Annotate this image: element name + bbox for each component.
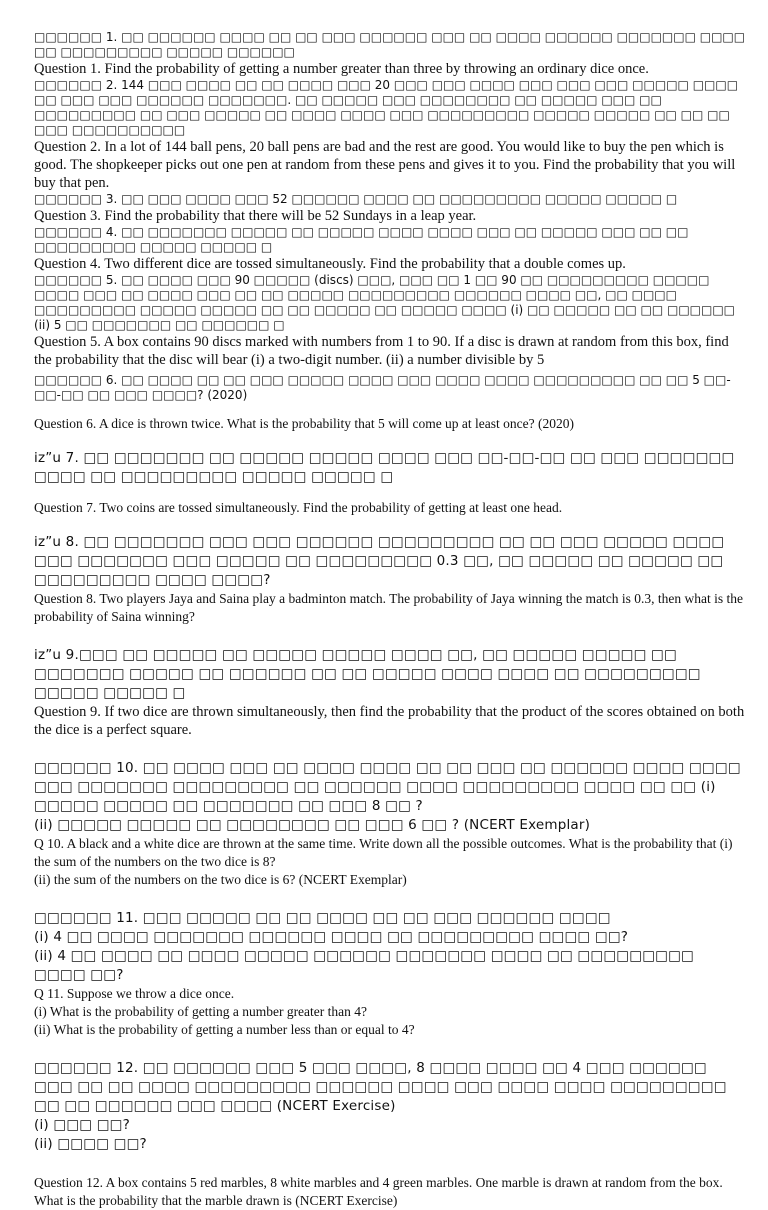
question-8-english: Question 8. Two players Jaya and Saina play a badminton match. The probability of Jaya winning the match is 0.3, then what is the probability of Saina winning? xyxy=(34,591,744,624)
question-8-hindi: iz”u 8. □□ □□□□□□□ □□□ □□□ □□□□□□ □□□□□□□□□ □□ □□ □□□ □□□□□ □□□□ □□□ □□□□□□□ □□□ □□□□□ □□ □□□□□□□□□ 0.3 □□, □□ □□□□□ □□ □□□□□ □□ □□□□□□□□□ □□□□ □□□□? xyxy=(34,534,725,588)
question-11 xyxy=(34,909,746,1039)
question-5-english: Question 5. A box contains 90 discs marked with numbers from 1 to 90. If a disc is drawn at random from this box, find the probability that the disc will bear (i) a two-digit number. (ii) a number divisible by 5 xyxy=(34,334,729,368)
question-11-hindi-line-2: (i) 4 □□ □□□□ □□□□□□□ □□□□□□ □□□□ □□ □□□□□□□□□ □□□□ □□? xyxy=(34,929,629,945)
question-9-hindi: iz”u 9.□□□ □□ □□□□□ □□ □□□□□ □□□□□ □□□□ □□, □□ □□□□□ □□□□□ □□ □□□□□□□ □□□□□ □□ □□□□□□ □□ □□ □□□□□ □□□□ □□□□ □□ □□□□□□□□□ □□□□□ □□□□□ □ xyxy=(34,647,701,701)
question-1-hindi: □□□□□□ 1. □□ □□□□□□ □□□□ □□ □□ □□□ □□□□□□ □□□ □□ □□□□ □□□□□□ □□□□□□□ □□□□ □□ □□□□□□□□□ □□□□□ □□□□□□ xyxy=(34,30,746,59)
question-6-hindi: □□□□□□ 6. □□ □□□□ □□ □□ □□□ □□□□□ □□□□ □□□ □□□□ □□□□ □□□□□□□□□ □□ □□ 5 □□-□□-□□ □□ □□□ □□□□? (2020) xyxy=(34,373,731,402)
question-11-hindi-line-1: □□□□□□ 11. □□□ □□□□□ □□ □□ □□□□ □□ □□ □□□ □□□□□□ □□□□ xyxy=(34,910,611,926)
question-11-english-line-2: (i) What is the probability of getting a number greater than 4? xyxy=(34,1004,368,1019)
question-9-english: Question 9. If two dice are thrown simultaneously, then find the probability that the product of the scores obtained on both the dice is a perfect square. xyxy=(34,704,745,738)
question-4-english: Question 4. Two different dice are tossed simultaneously. Find the probability that a double comes up. xyxy=(34,256,626,272)
question-5-hindi: □□□□□□ 5. □□ □□□□ □□□ 90 □□□□□ (discs) □□□, □□□ □□ 1 □□ 90 □□ □□□□□□□□□ □□□□□ □□□□ □□□ □□ □□□□ □□□ □□ □□ □□□□□ □□□□□□□□□ □□□□□□ □□□□ □□, □□ □□□□ □□□□□□□□□ □□□□□ □□□□□ □□ □□ □□□□□ □□ □□□□□ □□□□ (i) □□ □□□□□ □□ □□ □□□□□□ (ii) 5 □□ □□□□□□□ □□ □□□□□□ □ xyxy=(34,273,736,332)
question-7-english: Question 7. Two coins are tossed simultaneously. Find the probability of getting at least one head. xyxy=(34,500,563,515)
question-11-english-line-3: (ii) What is the probability of getting a number less than or equal to 4? xyxy=(34,1022,415,1037)
question-10-english-part-1: Q 10. A black and a white dice are thrown at the same time. Write down all the possible outcomes. What is the probability that (i) the sum of the numbers on the two dice is 8? xyxy=(34,836,733,869)
question-2-english: Question 2. In a lot of 144 ball pens, 20 ball pens are bad and the rest are good. You would like to buy the pen which is good. The shopkeeper picks out one pen at random from these pens and gives it to you. Find the probability that you will buy that pen. xyxy=(34,139,736,191)
question-6-english: Question 6. A dice is thrown twice. What is the probability that 5 will come up at least once? (2020) xyxy=(34,416,575,431)
question-11-english-line-1: Q 11. Suppose we throw a dice once. xyxy=(34,986,235,1001)
question-10 xyxy=(34,759,746,889)
question-12-hindi-line-3: (ii) □□□□ □□? xyxy=(34,1136,147,1152)
question-4-hindi: □□□□□□ 4. □□ □□□□□□□ □□□□□ □□ □□□□□ □□□□ □□□□ □□□ □□ □□□□□ □□□ □□ □□ □□□□□□□□□ □□□□□ □□□□□ □ xyxy=(34,225,689,254)
question-12 xyxy=(34,1059,746,1210)
question-11-hindi-line-3: (ii) 4 □□ □□□□ □□ □□□□ □□□□□ □□□□□□ □□□□□□□ □□□□ □□ □□□□□□□□□ □□□□ □□? xyxy=(34,948,695,983)
question-7-hindi: iz”u 7. □□ □□□□□□□ □□ □□□□□ □□□□□ □□□□ □□□ □□-□□-□□ □□ □□□ □□□□□□□ □□□□ □□ □□□□□□□□□ □□□□□ □□□□□ □ xyxy=(34,450,735,485)
question-10-hindi-part-2: (ii) □□□□□ □□□□□ □□ □□□□□□□□ □□ □□□ 6 □□ ? (NCERT Exemplar) xyxy=(34,817,591,833)
question-12-hindi-line-1: □□□□□□ 12. □□ □□□□□□ □□□ 5 □□□ □□□□, 8 □□□□ □□□□ □□ 4 □□□ □□□□□□ □□□ □□ □□ □□□□ □□□□□□□□□ □□□□□□ □□□□ □□□ □□□□ □□□□ □□□□□□□□□ □□ □□ □□□□□□ □□□ □□□□ (NCERT Exercise) xyxy=(34,1060,727,1114)
question-3-english: Question 3. Find the probability that there will be 52 Sundays in a leap year. xyxy=(34,208,477,224)
question-12-hindi-line-2: (i) □□□ □□? xyxy=(34,1117,131,1133)
worksheet-page xyxy=(34,30,746,1210)
question-12-english: Question 12. A box contains 5 red marbles, 8 white marbles and 4 green marbles. One marble is drawn at random from the box. What is the probability that the marble drawn is (NCERT Exercise) xyxy=(34,1175,723,1208)
question-3-hindi: □□□□□□ 3. □□ □□□ □□□□ □□□ 52 □□□□□□ □□□□ □□ □□□□□□□□□ □□□□□ □□□□□ □ xyxy=(34,192,678,206)
question-10-hindi-part-1: □□□□□□ 10. □□ □□□□ □□□ □□ □□□□ □□□□ □□ □□ □□□ □□ □□□□□□ □□□□ □□□□ □□□ □□□□□□□ □□□□□□□□□ □□ □□□□□□ □□□□ □□□□□□□□□ □□□□ □□ □□ (i) □□□□□ □□□□□ □□ □□□□□□□ □□ □□□ 8 □□ ? xyxy=(34,760,741,814)
question-1-english: Question 1. Find the probability of getting a number greater than three by throwing an ordinary dice once. xyxy=(34,61,649,77)
question-2-hindi: □□□□□□ 2. 144 □□□ □□□□ □□ □□ □□□□ □□□ 20 □□□ □□□ □□□□ □□□ □□□ □□□ □□□□□ □□□□ □□ □□□ □□□ □□□□□□ □□□□□□□. □□ □□□□□ □□□ □□□□□□□□ □□ □□□□□ □□□ □□ □□□□□□□□□ □□ □□□ □□□□□ □□ □□□□ □□□□ □□□ □□□□□□□□□ □□□□□ □□□□□ □□ □□ □□ □□□ □□□□□□□□□□ xyxy=(34,78,739,137)
question-10-english-part-2: (ii) the sum of the numbers on the two dice is 6? (NCERT Exemplar) xyxy=(34,872,407,887)
